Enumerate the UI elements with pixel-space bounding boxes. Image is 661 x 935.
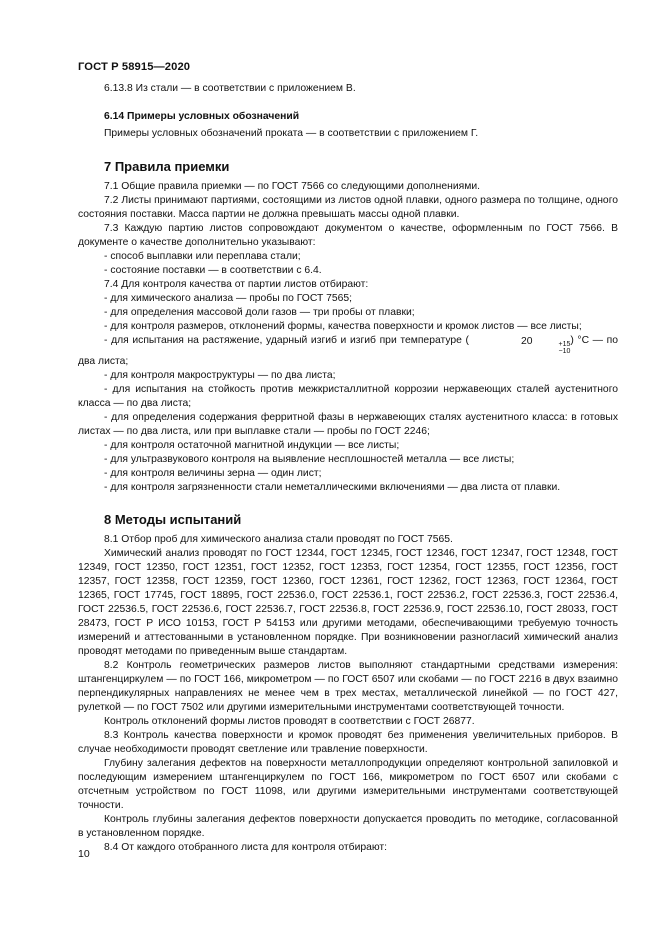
page-body (78, 82, 618, 855)
clause-7-3: 7.3 Каждую партию листов сопровождают документом о качестве, оформленным по ГОСТ 7566. В документе о качестве дополнительно указывают: (78, 223, 618, 248)
list-item: - для контроля размеров, отклонений формы, качества поверхности и кромок листов — все листы; (104, 321, 582, 332)
clause-8-2: 8.2 Контроль геометрических размеров листов выполняют стандартными средствами измерения: штангенциркулем — по ГОСТ 166, микрометром — по ГОСТ 6507 или скобами — по ГОСТ 2216 в двух взаимно перпендикулярных направлениях не менее чем в трех местах, металлической линейкой — по ГОСТ 427, рулеткой — по ГОСТ 7502 или другими измерительными инструментами соответствующей точности. (78, 660, 618, 713)
section-7-heading: 7 Правила приемки (104, 159, 230, 174)
list-item: - для определения содержания ферритной фазы в нержавеющих сталях аустенитного класса: в готовых листах — по два листа, или при выплавке стали — пробы по ГОСТ 2246; (78, 412, 618, 437)
page-number: 10 (78, 848, 90, 860)
shape-deviation-paragraph: Контроль отклонений формы листов проводят в соответствии с ГОСТ 26877. (104, 716, 475, 727)
clause-6-13-8: 6.13.8 Из стали — в соответствии с приложением В. (104, 83, 356, 94)
section-8-heading: 8 Методы испытаний (104, 512, 242, 527)
list-item: - для ультразвукового контроля на выявление несплошностей металла — все листы; (104, 454, 515, 465)
list-item-tensile-test (78, 334, 618, 369)
list-item: - для контроля загрязненности стали неметаллическими включениями — два листа от плавки. (104, 482, 561, 493)
list-item: - для определения массовой доли газов — три пробы от плавки; (104, 307, 415, 318)
list-item: - для контроля остаточной магнитной индукции — все листы; (104, 440, 400, 451)
defect-depth-method-paragraph: Контроль глубины залегания дефектов поверхности допускается проводить по методике, согласованной в установленном порядке. (78, 814, 618, 839)
clause-7-4: 7.4 Для контроля качества от партии листов отбирают: (104, 279, 369, 290)
list-item: - для химического анализа — пробы по ГОСТ 7565; (104, 293, 353, 304)
temperature-base: 20 (520, 336, 533, 347)
clause-7-1: 7.1 Общие правила приемки — по ГОСТ 7566 со следующими дополнениями. (104, 181, 481, 192)
clause-6-14-title: 6.14 Примеры условных обозначений (104, 111, 300, 122)
clause-8-3: 8.3 Контроль качества поверхности и кромок проводят без применения увеличительных приборов. В случае необходимости проводят светление или травление поверхности. (78, 730, 618, 755)
tensile-text-post: ) °С — по два листа; (78, 335, 619, 367)
list-item: - способ выплавки или переплава стали; (104, 251, 301, 262)
list-item: - для контроля макроструктуры — по два листа; (104, 370, 336, 381)
tensile-text-pre: - для испытания на растяжение, ударный изгиб и изгиб при температуре ( (104, 335, 469, 346)
list-item: - состояние поставки — в соответствии с 6.4. (104, 265, 322, 276)
temperature-minus-tolerance: −10 (558, 348, 571, 355)
clause-7-2: 7.2 Листы принимают партиями, состоящими из листов одной плавки, одного размера по толщине, одного состояния поставки. Масса партии не должна превышать массы одной плавки. (78, 195, 618, 220)
clause-8-4: 8.4 От каждого отобранного листа для контроля отбирают: (104, 842, 387, 853)
chemical-analysis-paragraph: Химический анализ проводят по ГОСТ 12344, ГОСТ 12345, ГОСТ 12346, ГОСТ 12347, ГОСТ 12348, ГОСТ 12349, ГОСТ 12350, ГОСТ 12351, ГОСТ 12352, ГОСТ 12353, ГОСТ 12354, ГОСТ 12355, ГОСТ 12356, ГОСТ 12357, ГОСТ 12358, ГОСТ 12359, ГОСТ 12360, ГОСТ 12361, ГОСТ 12362, ГОСТ 12363, ГОСТ 12364, ГОСТ 12365, ГОСТ 17745, ГОСТ 18895, ГОСТ 22536.0, ГОСТ 22536.1, ГОСТ 22536.2, ГОСТ 22536.3, ГОСТ 22536.4, ГОСТ 22536.5, ГОСТ 22536.6, ГОСТ 22536.7, ГОСТ 22536.8, ГОСТ 22536.9, ГОСТ 22536.10, ГОСТ 28033, ГОСТ 28473, ГОСТ Р ИСО 10153, ГОСТ Р 54153 или другими методами, обеспечивающими требуемую точность измерений и аттестованными в установленном порядке. При возникновении разногласий химический анализ проводят методами по приведенным выше стандартам. (78, 548, 618, 657)
list-item: - для контроля величины зерна — один лист; (104, 468, 322, 479)
clause-6-14-text: Примеры условных обозначений проката — в соответствии с приложением Г. (104, 128, 479, 139)
temperature-plus-tolerance: +15 (558, 341, 571, 348)
clause-8-1: 8.1 Отбор проб для химического анализа стали проводят по ГОСТ 7565. (104, 534, 453, 545)
temperature-value (469, 338, 570, 355)
defect-depth-paragraph: Глубину залегания дефектов на поверхности металлопродукции определяют контрольной запиловкой и последующим измерением штангенциркулем по ГОСТ 166, микрометром по ГОСТ 6507 или скобами с отсчетным устройством по ГОСТ 11098, или другими измерительными инструментами соответствующей точности. (78, 758, 618, 811)
list-item: - для испытания на стойкость против межкристаллитной коррозии нержавеющих сталей аустенитного класса — по два листа; (78, 384, 618, 409)
document-header-code: ГОСТ Р 58915—2020 (78, 61, 191, 73)
